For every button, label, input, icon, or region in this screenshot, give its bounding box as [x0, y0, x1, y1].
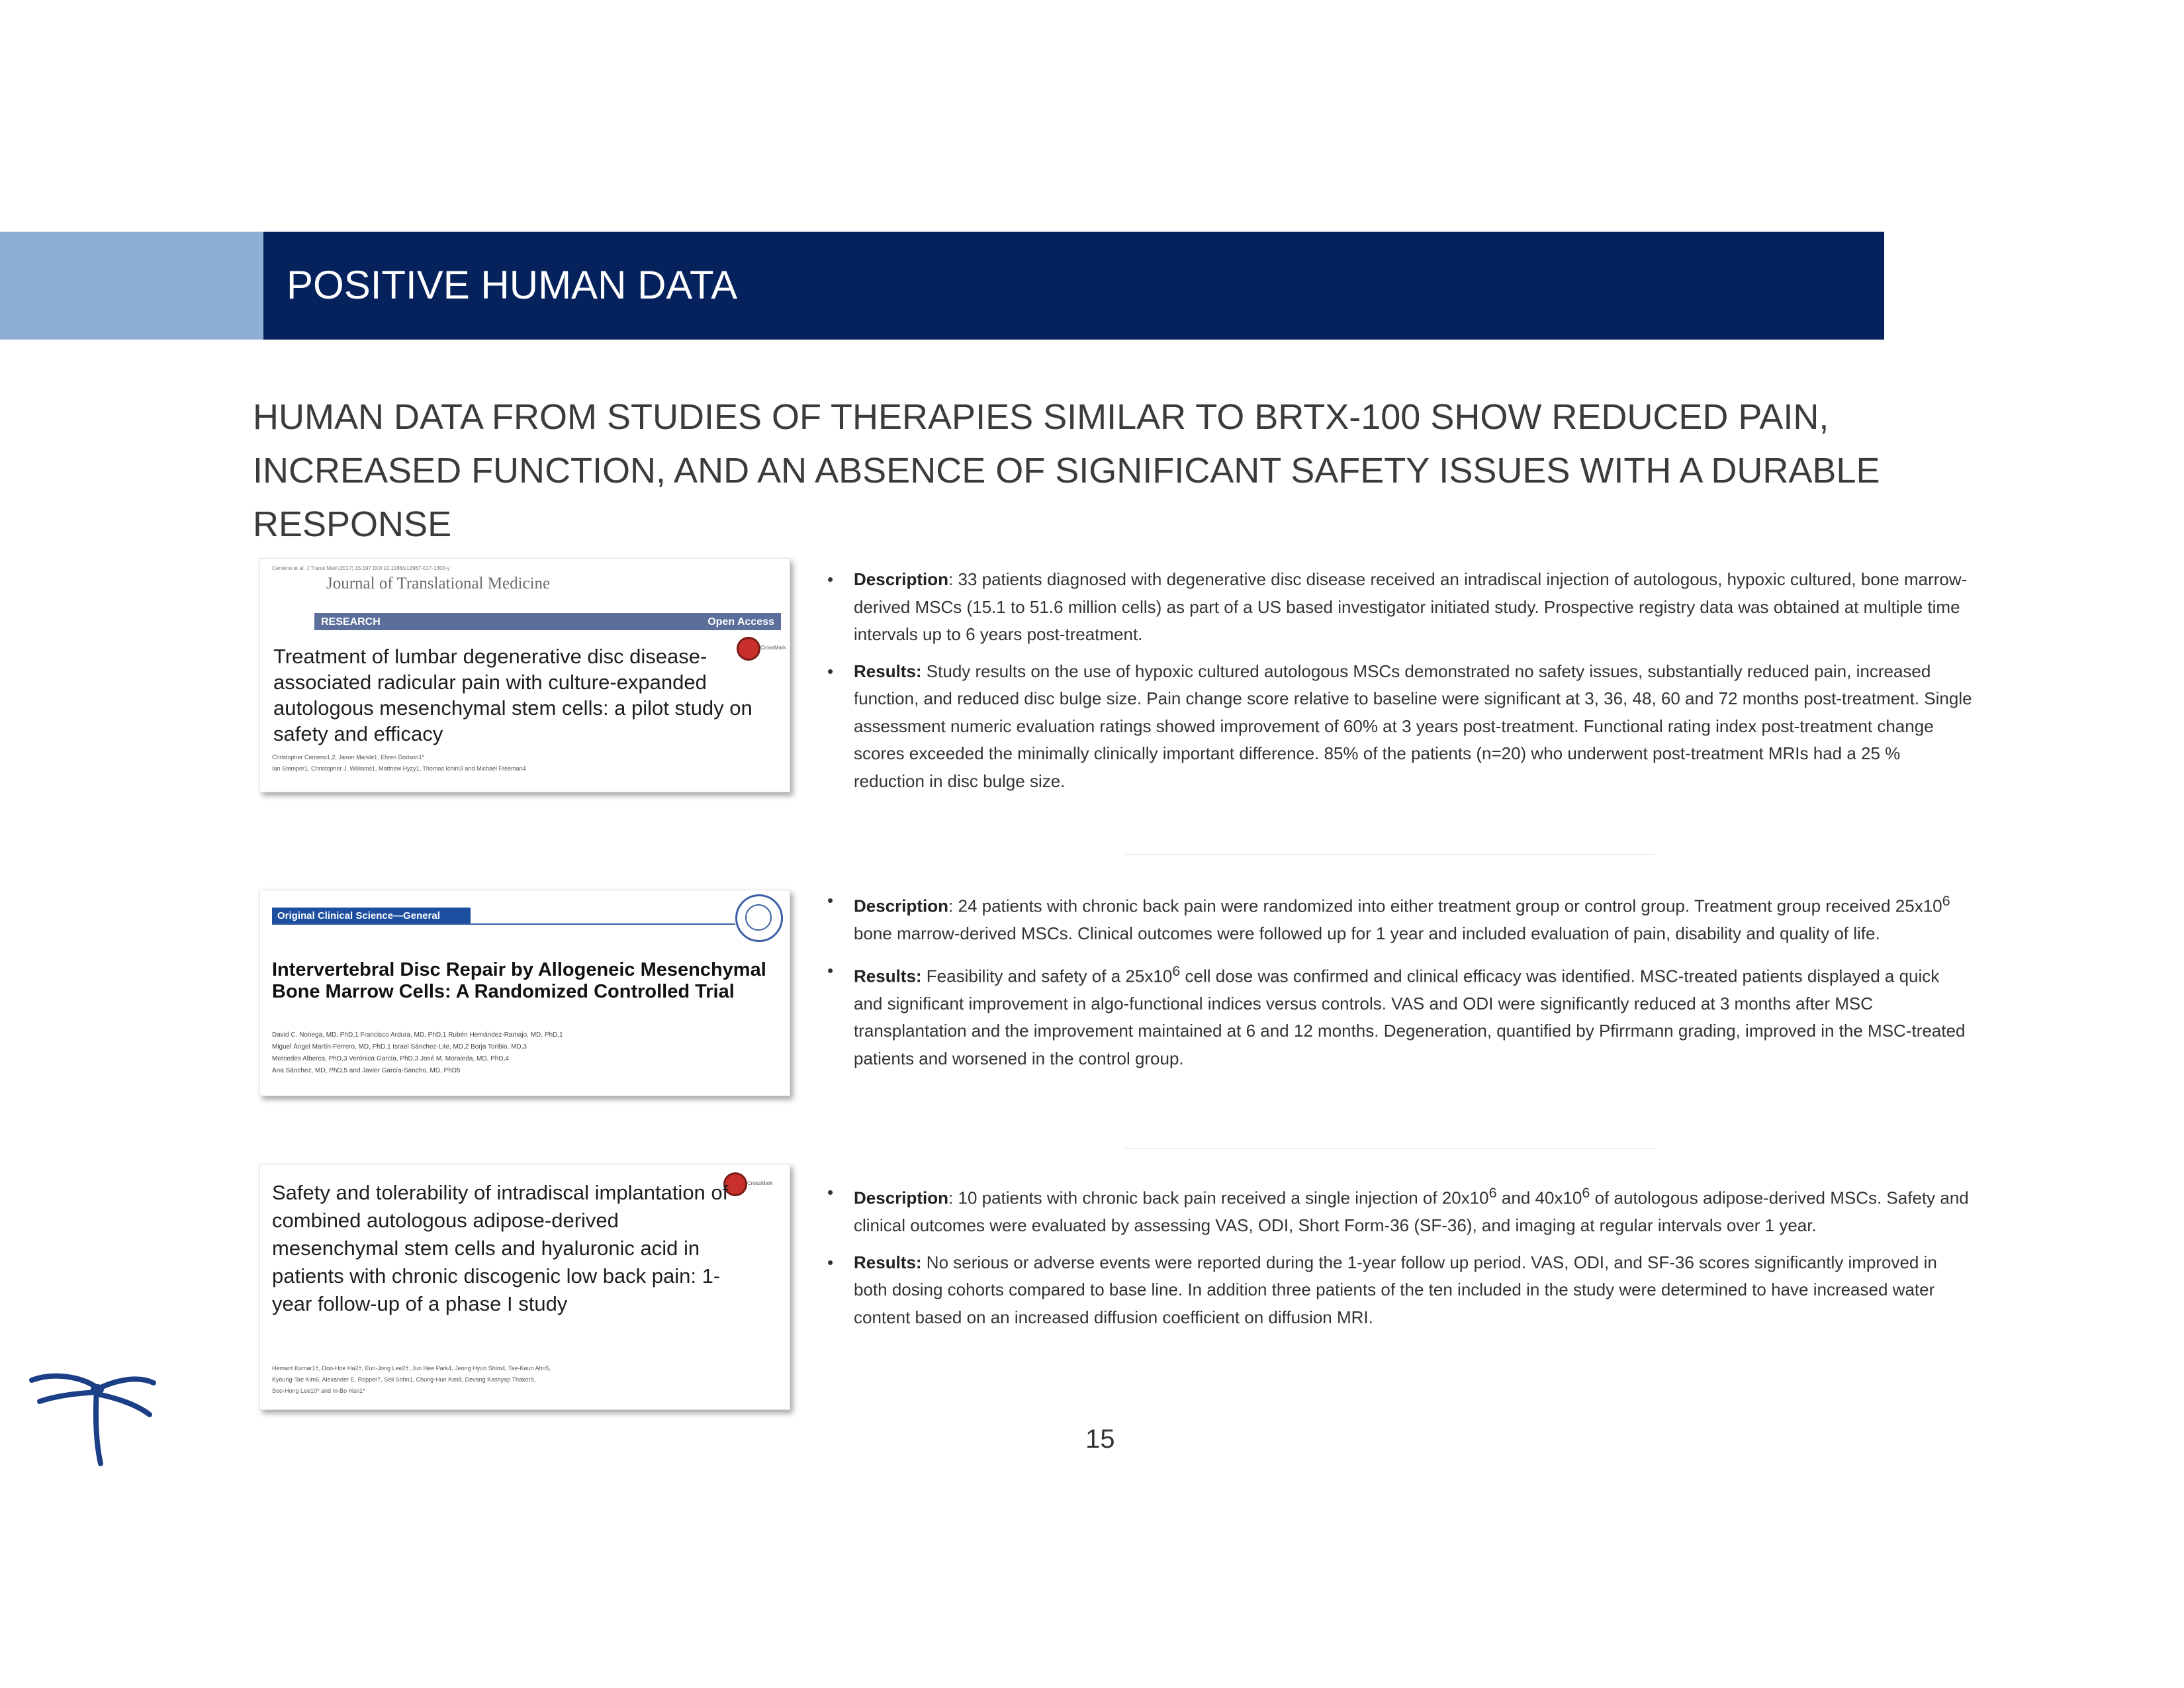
article-type-label: Original Clinical Science—General [277, 910, 440, 921]
section-divider [1125, 854, 1655, 855]
results-text: Study results on the use of hypoxic cultured autologous MSCs demonstrated no safety issues, substantially reduced pain, increased function, and reduced disc bulge size. Pain change score relative to baseline were significant at 3, 36, 48, 60 and 72 months post-treatment. Single assessment numeric evaluation ratings showed improvement of 60% at 3 years post-treatment. Functional rating index post-treatment change scores exceeded the minimally clinically important difference. 85% of the patients (n=20) who underwent post-treatment MRIs had a 25 % reduction in disc bulge size. [854, 661, 1972, 791]
bullet-icon: • [827, 890, 834, 910]
study-2-bullets [827, 887, 1972, 1082]
paper-authors [272, 1363, 775, 1397]
bullet-icon: • [827, 960, 834, 980]
authors-line: Hemant Kumar1†, Doo-Hoe Ha2†, Eun-Jong Lee2†, Jun Hee Park4, Jeong Hyun Shim4, Tae-Keun Ahn5, [272, 1365, 551, 1372]
results-label: Results: [854, 1252, 922, 1272]
article-type-band [272, 908, 471, 923]
paper-authors [272, 1029, 775, 1077]
description-label: Description [854, 569, 949, 589]
results-bullet [827, 658, 1972, 796]
description-text: bone marrow-derived MSCs. Clinical outcomes were followed up for 1 year and included evaluation of pain, disability and quality of life. [854, 923, 1880, 944]
paper-thumbnail-3 [259, 1164, 790, 1410]
article-type-band [314, 613, 781, 630]
section-title: POSITIVE HUMAN DATA [287, 263, 738, 307]
results-text: cell dose was confirmed and clinical efficacy was identified. MSC-treated patients displayed a quick and significant improvement in algo-functional indices versus controls. VAS and ODI were significantly reduced at 3 months after MSC transplantation and the improvement maintained at 6 and 12 months. Degeneration, quantified by Pfirrmann grading, improved in the MSC-treated patients and worsened in the control group. [854, 966, 1966, 1068]
dragonfly-icon [26, 1367, 159, 1466]
authors-line: David C. Noriega, MD, PhD,1 Francisco Ardura, MD, PhD,1 Rubén Hernández-Ramajo, MD, PhD,1 [272, 1031, 563, 1039]
bullet-icon: • [827, 1252, 834, 1272]
crossmark-label: CrossMark [747, 1180, 773, 1186]
results-text: No serious or adverse events were reported during the 1-year follow up period. VAS, ODI, and SF-36 scores significantly improved in both dosing cohorts compared to base line. In addition three patients of the ten included in the study were determined to have increased water content based on an increased diffusion coefficient on diffusion MRI. [854, 1252, 1937, 1327]
bullet-icon: • [827, 569, 834, 589]
paper-authors [272, 752, 775, 774]
description-label: Description [854, 896, 949, 916]
authors-line: Ian Stemper1, Christopher J. Williams1, Matthew Hyzy1, Thomas Ichim3 and Michael Freeman4 [272, 765, 526, 772]
description-bullet [827, 1179, 1972, 1240]
paper-title: Treatment of lumbar degenerative disc disease-associated radicular pain with culture-expanded autologous mesenchymal stem cells: a pilot study on safety and efficacy [273, 645, 752, 745]
authors-line: Mercedes Alberca, PhD,3 Verónica García, PhD,3 José M. Moraleda, MD, PhD,4 [272, 1055, 509, 1062]
description-label: Description [854, 1188, 949, 1208]
bullet-icon: • [827, 1182, 834, 1202]
description-text: and 40x10 [1496, 1188, 1582, 1208]
authors-line: Kyoung-Tae Kim6, Alexander E. Ropper7, Seil Sohn1, Chung-Hun Kim8, Devang Kashyap Thakor9, [272, 1376, 536, 1383]
authors-line: Ana Sánchez, MD, PhD,5 and Javier García-Sancho, MD, PhD5 [272, 1067, 461, 1074]
header-rule [272, 923, 735, 925]
study-1-bullets [827, 566, 1972, 804]
section-divider [1125, 1148, 1655, 1149]
article-type-label: RESEARCH [321, 616, 381, 628]
results-label: Results: [854, 966, 922, 986]
crossmark-label: CrossMark [760, 645, 786, 651]
description-bullet [827, 566, 1972, 649]
bullet-icon: • [827, 661, 834, 681]
results-bullet [827, 957, 1972, 1073]
superscript: 6 [1488, 1184, 1497, 1201]
paper-title: Intervertebral Disc Repair by Allogeneic Mesenchymal Bone Marrow Cells: A Randomized Controlled Trial [272, 959, 766, 1002]
journal-name: Journal of Translational Medicine [326, 575, 551, 592]
header-accent-block [0, 232, 263, 340]
authors-line: Soo-Hong Lee10* and In-Bo Han1* [272, 1387, 365, 1394]
slide-headline: HUMAN DATA FROM STUDIES OF THERAPIES SIMILAR TO BRTX-100 SHOW REDUCED PAIN, INCREASED FUNCTION, AND AN ABSENCE OF SIGNIFICANT SAFETY ISSUES WITH A DURABLE RESPONSE [253, 397, 1880, 544]
paper-title: Safety and tolerability of intradiscal implantation of combined autologous adipose-derived mesenchymal stem cells and hyaluronic acid in patients with chronic discogenic low back pain: 1-year follow-up of a phase I study [272, 1181, 729, 1315]
results-bullet [827, 1249, 1972, 1332]
paper-citation: Centeno et al. J Transl Med (2017) 15:197 DOI 10.1186/s12967-017-1300-y [272, 565, 450, 571]
journal-seal-icon [735, 894, 783, 942]
description-bullet [827, 887, 1972, 948]
paper-thumbnail-1 [259, 558, 790, 792]
results-text: Feasibility and safety of a 25x10 [921, 966, 1173, 986]
paper-thumbnail-2 [259, 890, 790, 1096]
study-3-bullets [827, 1179, 1972, 1340]
superscript: 6 [1172, 962, 1181, 979]
description-text: : 24 patients with chronic back pain were randomized into either treatment group or control group. Treatment group received 25x10 [948, 896, 1942, 916]
page-number: 15 [1085, 1425, 1115, 1454]
description-text: : 33 patients diagnosed with degenerative disc disease received an intradiscal injection of autologous, hypoxic cultured, bone marrow-derived MSCs (15.1 to 51.6 million cells) as part of a US based investigator initiated study. Prospective registry data was obtained at multiple time intervals up to 6 years post-treatment. [854, 569, 1968, 644]
authors-line: Christopher Centeno1,2, Jason Markle1, Ehren Dodson1* [272, 754, 425, 761]
results-label: Results: [854, 661, 922, 681]
authors-line: Miguel Ángel Martín-Ferrero, MD, PhD,1 Israel Sánchez-Lite, MD,2 Borja Toribio, MD,3 [272, 1043, 527, 1051]
description-text: : 10 patients with chronic back pain received a single injection of 20x10 [948, 1188, 1489, 1208]
description-text: of autologous adipose-derived MSCs. Safety and clinical outcomes were evaluated by assessing VAS, ODI, Short Form-36 (SF-36), and imaging at regular intervals over 1 year. [854, 1188, 1969, 1236]
open-access-label: Open Access [707, 616, 774, 628]
superscript: 6 [1582, 1184, 1590, 1201]
superscript: 6 [1942, 892, 1950, 909]
